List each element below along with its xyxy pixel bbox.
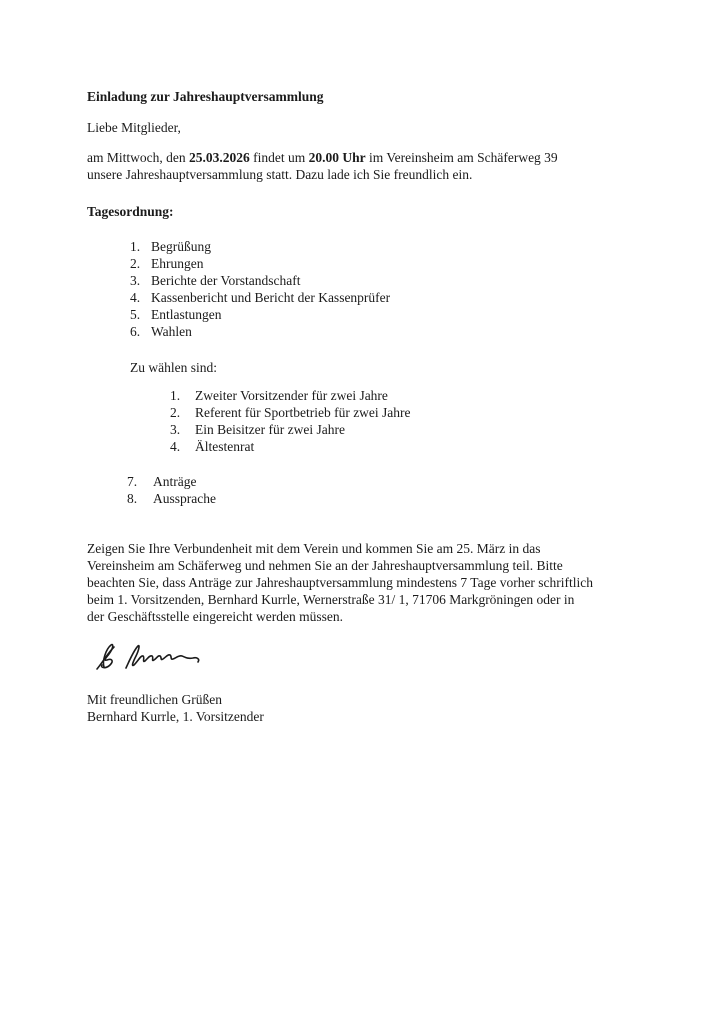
closing-paragraph (87, 540, 667, 625)
agenda-item (130, 238, 667, 255)
agenda-item-label: Entlastungen (151, 307, 222, 322)
intro-line-1 (87, 149, 667, 166)
election-item-label: Zweiter Vorsitzender für zwei Jahre (195, 388, 388, 403)
closing-signer: Bernhard Kurrle, 1. Vorsitzender (87, 709, 264, 724)
election-item-number: 4. (170, 439, 181, 454)
election-item (170, 387, 667, 404)
agenda-list (87, 238, 667, 340)
election-item-label: Ältestenrat (195, 439, 255, 454)
intro-line-2: unsere Jahreshauptversammlung statt. Dazu lade ich Sie freundlich ein. (87, 167, 473, 182)
agenda-item-number: 8. (127, 491, 138, 506)
agenda-item (130, 306, 667, 323)
agenda-item (127, 473, 667, 490)
agenda-item-number: 2. (130, 256, 141, 271)
agenda-item-label: Ehrungen (151, 256, 204, 271)
intro-text-post: im Vereinsheim am Schäferweg 39 (365, 150, 558, 165)
closing-block (87, 691, 667, 725)
meeting-date: 25.03.2026 (188, 150, 250, 165)
intro-text-mid: findet um (249, 150, 309, 165)
agenda-item-label: Begrüßung (151, 239, 211, 254)
agenda-item-number: 4. (130, 290, 141, 305)
agenda-item-label: Wahlen (151, 324, 192, 339)
election-item-label: Ein Beisitzer für zwei Jahre (195, 422, 345, 437)
elections-list (87, 387, 667, 455)
signature-block (87, 641, 667, 682)
meeting-time: 20.00 Uhr (308, 150, 366, 165)
agenda-item (130, 255, 667, 272)
elections-intro: Zu wählen sind: (130, 360, 217, 375)
closing-paragraph-line: der Geschäftsstelle eingereicht werden müssen. (87, 609, 344, 624)
agenda-item-label: Aussprache (153, 491, 216, 506)
election-item-number: 2. (170, 405, 181, 420)
agenda-item-number: 6. (130, 324, 141, 339)
closing-paragraph-line: Zeigen Sie Ihre Verbundenheit mit dem Verein und kommen Sie am 25. März in das (87, 541, 541, 556)
agenda-heading: Tagesordnung: (87, 204, 174, 219)
election-item-number: 3. (170, 422, 181, 437)
intro-paragraph (87, 149, 667, 183)
agenda-item-number: 5. (130, 307, 141, 322)
intro-text-pre: am Mittwoch, den (87, 150, 189, 165)
agenda-item (127, 490, 667, 507)
agenda-continued-list (87, 473, 667, 507)
letter-content (87, 88, 667, 725)
closing-regards: Mit freundlichen Grüßen (87, 692, 222, 707)
handwritten-signature-image (90, 641, 215, 681)
closing-paragraph-line: beachten Sie, dass Anträge zur Jahreshauptversammlung mindestens 7 Tage vorher schriftlich (87, 575, 594, 590)
agenda-item-number: 1. (130, 239, 141, 254)
election-item (170, 404, 667, 421)
closing-paragraph-line: beim 1. Vorsitzenden, Bernhard Kurrle, Wernerstraße 31/ 1, 71706 Markgröningen oder in (87, 592, 575, 607)
election-item-label: Referent für Sportbetrieb für zwei Jahre (195, 405, 411, 420)
agenda-item (130, 272, 667, 289)
agenda-item-number: 7. (127, 474, 138, 489)
election-item-number: 1. (170, 388, 181, 403)
salutation: Liebe Mitglieder, (87, 120, 181, 135)
agenda-item-label: Anträge (153, 474, 197, 489)
agenda-item (130, 323, 667, 340)
agenda-item-label: Berichte der Vorstandschaft (151, 273, 301, 288)
agenda-item-label: Kassenbericht und Bericht der Kassenprüfer (151, 290, 391, 305)
agenda-item (130, 289, 667, 306)
letter-title: Einladung zur Jahreshauptversammlung (87, 89, 324, 104)
closing-paragraph-line: Vereinsheim am Schäferweg und nehmen Sie an der Jahreshauptversammlung teil. Bitte (87, 558, 563, 573)
election-item (170, 421, 667, 438)
election-item (170, 438, 667, 455)
agenda-item-number: 3. (130, 273, 141, 288)
